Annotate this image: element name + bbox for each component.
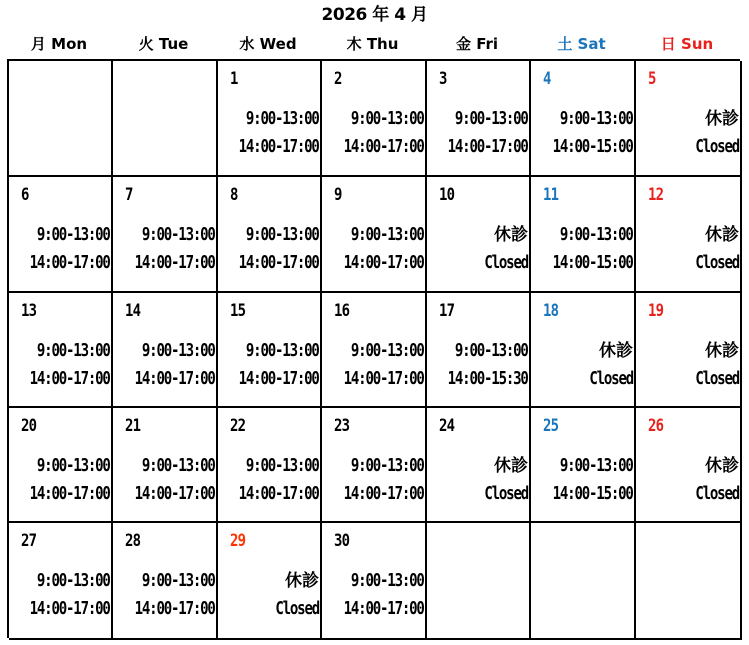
hours-block — [322, 337, 424, 393]
hours-line: 9:00-13:00 — [246, 455, 319, 476]
calendar-day-cell — [9, 177, 113, 293]
hours-block — [9, 221, 110, 277]
calendar-cell-empty — [9, 61, 113, 177]
hours-block — [427, 337, 528, 393]
hours-line: 9:00-13:00 — [142, 455, 215, 476]
hours-line: 9:00-13:00 — [246, 340, 319, 361]
calendar-day-cell — [322, 408, 427, 523]
hours-line: 9:00-13:00 — [246, 108, 319, 129]
calendar-day-cell — [531, 177, 636, 293]
hours-line: 14:00-15:30 — [447, 368, 528, 389]
calendar-day-cell — [636, 408, 742, 523]
closed-label-en: Closed — [695, 136, 739, 157]
calendar-day-cell — [218, 523, 322, 640]
hours-line: 14:00-17:00 — [29, 368, 110, 389]
day-number: 6 — [21, 185, 29, 205]
day-number: 19 — [648, 301, 664, 321]
hours-line: 14:00-17:00 — [29, 252, 110, 273]
weekday-header-tue: 火 Tue — [138, 35, 189, 53]
hours-line: 9:00-13:00 — [560, 455, 633, 476]
hours-line: 9:00-13:00 — [246, 224, 319, 245]
closed-label-en: Closed — [589, 368, 633, 389]
day-number: 10 — [439, 185, 455, 205]
hours-line: 14:00-17:00 — [134, 368, 215, 389]
hours-block — [531, 221, 633, 277]
calendar-day-cell — [9, 408, 113, 523]
calendar-day-cell — [531, 61, 636, 177]
calendar-day-cell — [427, 61, 531, 177]
calendar-cell-empty — [427, 523, 531, 640]
day-number: 8 — [230, 185, 238, 205]
hours-line: 14:00-17:00 — [238, 252, 319, 273]
day-number: 26 — [648, 416, 664, 436]
closed-label-ja: 休診 — [705, 225, 739, 245]
hours-line: 14:00-17:00 — [29, 483, 110, 504]
hours-block — [683, 337, 739, 393]
day-number: 3 — [439, 69, 447, 89]
hours-block — [218, 221, 319, 277]
hours-line: 9:00-13:00 — [351, 340, 424, 361]
hours-line: 14:00-17:00 — [134, 252, 215, 273]
hours-line: 14:00-17:00 — [134, 598, 215, 619]
hours-line: 9:00-13:00 — [351, 224, 424, 245]
day-number: 20 — [21, 416, 37, 436]
closed-label-en: Closed — [695, 368, 739, 389]
day-number: 13 — [21, 301, 37, 321]
hours-block — [683, 105, 739, 161]
day-number: 17 — [439, 301, 455, 321]
calendar-cell-empty — [113, 61, 218, 177]
calendar-day-cell — [218, 408, 322, 523]
hours-line: 14:00-15:00 — [552, 483, 633, 504]
day-number: 14 — [125, 301, 141, 321]
day-number: 12 — [648, 185, 664, 205]
day-number: 5 — [648, 69, 656, 89]
weekday-header-fri: 金 Fri — [455, 35, 499, 53]
day-number: 22 — [230, 416, 246, 436]
calendar-day-cell — [322, 177, 427, 293]
calendar-cell-empty — [531, 523, 636, 640]
hours-line: 14:00-17:00 — [343, 483, 424, 504]
day-number: 11 — [543, 185, 559, 205]
hours-block — [9, 337, 110, 393]
day-number: 25 — [543, 416, 559, 436]
day-number: 1 — [230, 69, 238, 89]
day-number: 18 — [543, 301, 559, 321]
hours-block — [322, 567, 424, 623]
hours-block — [577, 337, 633, 393]
calendar-day-cell — [218, 177, 322, 293]
calendar-day-cell — [636, 293, 742, 408]
hours-line: 14:00-17:00 — [238, 136, 319, 157]
hours-block — [683, 221, 739, 277]
day-number: 4 — [543, 69, 551, 89]
hours-block — [322, 221, 424, 277]
closed-label-en: Closed — [695, 252, 739, 273]
closed-label-ja: 休診 — [705, 456, 739, 476]
closed-label-en: Closed — [275, 598, 319, 619]
day-number: 28 — [125, 531, 141, 551]
calendar-day-cell — [113, 177, 218, 293]
hours-line: 9:00-13:00 — [142, 224, 215, 245]
calendar-grid — [7, 59, 740, 638]
calendar-day-cell — [531, 293, 636, 408]
hours-block — [322, 452, 424, 508]
hours-line: 14:00-17:00 — [134, 483, 215, 504]
closed-label-en: Closed — [484, 483, 528, 504]
closed-label-en: Closed — [695, 483, 739, 504]
closed-label-ja: 休診 — [599, 341, 633, 361]
calendar-day-cell — [636, 61, 742, 177]
hours-line: 14:00-17:00 — [29, 598, 110, 619]
hours-block — [218, 337, 319, 393]
day-number: 29 — [230, 531, 246, 551]
calendar-day-cell — [322, 61, 427, 177]
hours-block — [263, 567, 319, 623]
calendar-day-cell — [531, 408, 636, 523]
calendar-cell-empty — [636, 523, 742, 640]
closed-label-ja: 休診 — [494, 225, 528, 245]
weekday-header-thu: 木 Thu — [346, 35, 399, 53]
hours-line: 14:00-17:00 — [238, 483, 319, 504]
hours-line: 9:00-13:00 — [560, 108, 633, 129]
hours-line: 9:00-13:00 — [560, 224, 633, 245]
hours-block — [218, 452, 319, 508]
hours-line: 14:00-17:00 — [343, 252, 424, 273]
day-number: 27 — [21, 531, 37, 551]
weekday-header-wed: 水 Wed — [239, 35, 297, 53]
hours-line: 9:00-13:00 — [142, 340, 215, 361]
hours-block — [472, 221, 528, 277]
hours-block — [322, 105, 424, 161]
hours-block — [9, 452, 110, 508]
hours-line: 14:00-17:00 — [343, 368, 424, 389]
weekday-header-mon: 月 Mon — [30, 35, 88, 53]
hours-block — [683, 452, 739, 508]
hours-block — [472, 452, 528, 508]
hours-line: 9:00-13:00 — [37, 570, 110, 591]
hours-block — [113, 567, 215, 623]
hours-line: 9:00-13:00 — [455, 340, 528, 361]
hours-line: 14:00-17:00 — [238, 368, 319, 389]
day-number: 21 — [125, 416, 141, 436]
calendar-day-cell — [9, 523, 113, 640]
calendar-day-cell — [322, 293, 427, 408]
weekday-header-row — [7, 33, 740, 55]
calendar-day-cell — [113, 408, 218, 523]
hours-line: 9:00-13:00 — [37, 224, 110, 245]
hours-line: 14:00-17:00 — [343, 598, 424, 619]
weekday-header-sun: 日 Sun — [660, 35, 714, 53]
day-number: 7 — [125, 185, 133, 205]
day-number: 30 — [334, 531, 350, 551]
hours-line: 14:00-17:00 — [343, 136, 424, 157]
hours-line: 14:00-17:00 — [447, 136, 528, 157]
calendar-day-cell — [427, 408, 531, 523]
day-number: 2 — [334, 69, 342, 89]
hours-line: 9:00-13:00 — [351, 108, 424, 129]
calendar-day-cell — [322, 523, 427, 640]
hours-block — [113, 221, 215, 277]
hours-block — [427, 105, 528, 161]
calendar-day-cell — [427, 177, 531, 293]
hours-line: 9:00-13:00 — [37, 340, 110, 361]
day-number: 15 — [230, 301, 246, 321]
calendar-day-cell — [9, 293, 113, 408]
day-number: 24 — [439, 416, 455, 436]
calendar-day-cell — [218, 61, 322, 177]
closed-label-en: Closed — [484, 252, 528, 273]
closed-label-ja: 休診 — [494, 456, 528, 476]
calendar-title: 2026 年 4 月 — [321, 5, 428, 25]
hours-block — [531, 105, 633, 161]
weekday-header-sat: 土 Sat — [557, 35, 606, 53]
hours-line: 9:00-13:00 — [455, 108, 528, 129]
closed-label-ja: 休診 — [705, 341, 739, 361]
hours-block — [218, 105, 319, 161]
hours-line: 9:00-13:00 — [142, 570, 215, 591]
hours-line: 9:00-13:00 — [351, 455, 424, 476]
closed-label-ja: 休診 — [285, 571, 319, 591]
calendar-day-cell — [218, 293, 322, 408]
calendar-day-cell — [113, 293, 218, 408]
day-number: 23 — [334, 416, 350, 436]
calendar-day-cell — [113, 523, 218, 640]
calendar-day-cell — [636, 177, 742, 293]
hours-line: 9:00-13:00 — [37, 455, 110, 476]
day-number: 9 — [334, 185, 342, 205]
closed-label-ja: 休診 — [705, 109, 739, 129]
day-number: 16 — [334, 301, 350, 321]
hours-block — [113, 452, 215, 508]
hours-line: 14:00-15:00 — [552, 252, 633, 273]
hours-block — [113, 337, 215, 393]
hours-line: 14:00-15:00 — [552, 136, 633, 157]
hours-line: 9:00-13:00 — [351, 570, 424, 591]
hours-block — [531, 452, 633, 508]
hours-block — [9, 567, 110, 623]
calendar-day-cell — [427, 293, 531, 408]
